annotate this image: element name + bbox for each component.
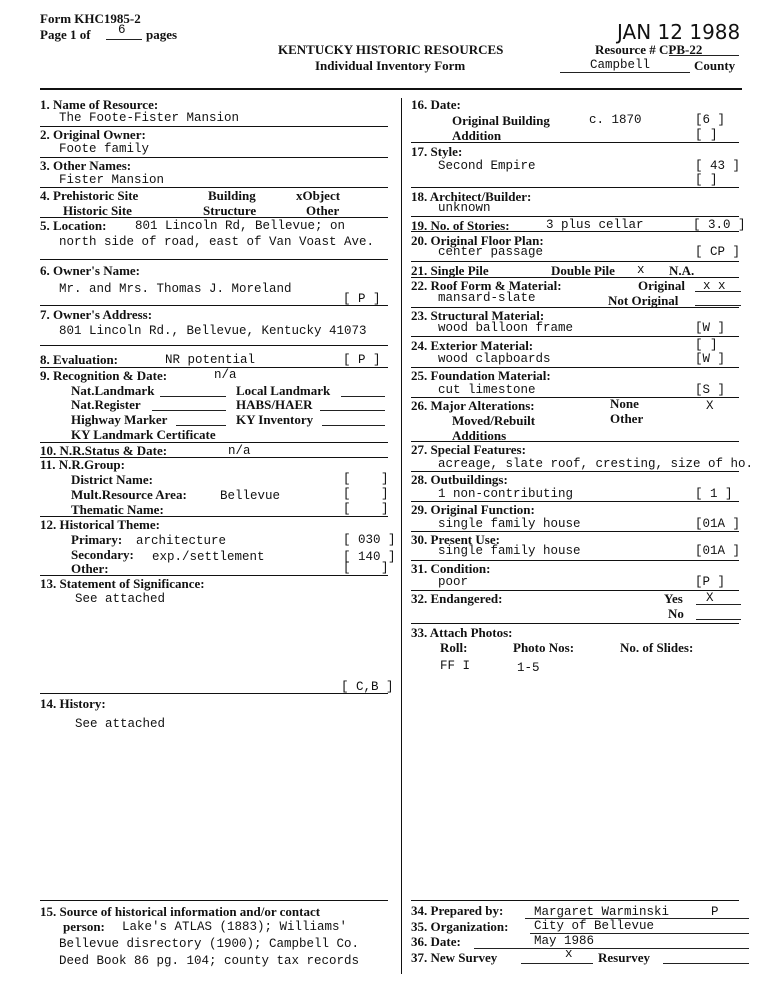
field-31-label: 31. Condition: xyxy=(411,561,491,576)
field-26-moved: Moved/Rebuilt xyxy=(452,413,536,428)
field-11-district: District Name: xyxy=(71,472,153,487)
field-24-code2: [W ] xyxy=(695,352,726,366)
divider xyxy=(40,305,388,306)
field-12-label: 12. Historical Theme: xyxy=(40,517,160,532)
field-8-label: 8. Evaluation: xyxy=(40,352,119,367)
field-13-code: [ C,B ] xyxy=(341,680,394,694)
divider xyxy=(411,231,739,232)
field-33-label: 33. Attach Photos: xyxy=(411,625,513,640)
field-25-code: [S ] xyxy=(695,383,726,397)
field-23-code: [W ] xyxy=(695,321,726,335)
field-9-ky-inventory: KY Inventory xyxy=(236,412,314,427)
bracket: [ xyxy=(343,561,351,575)
field-27-value: acreage, slate roof, cresting, size of ho. xyxy=(438,457,754,471)
divider xyxy=(40,259,388,260)
county-line xyxy=(560,72,690,73)
county-value: Campbell xyxy=(590,58,651,72)
field-35-value: City of Bellevue xyxy=(534,919,655,933)
blank-line xyxy=(341,396,385,397)
header-rule xyxy=(40,88,742,90)
field-34-label: 34. Prepared by: xyxy=(411,903,504,918)
blank-line xyxy=(695,291,741,292)
field-11-mult-value: Bellevue xyxy=(220,489,281,503)
field-4-structure: Structure xyxy=(203,203,257,218)
field-19-code: [ 3.0 ] xyxy=(693,218,746,232)
blank-line xyxy=(474,948,749,949)
field-11-label: 11. N.R.Group: xyxy=(40,457,125,472)
page-prefix: Page 1 of xyxy=(40,27,91,42)
field-16-original-code: [6 ] xyxy=(695,113,726,127)
field-29-code: [01A ] xyxy=(695,517,741,531)
field-10-label: 10. N.R.Status & Date: xyxy=(40,443,168,458)
field-9-ky-landmark: KY Landmark Certificate xyxy=(71,427,216,442)
blank-line xyxy=(696,619,741,620)
field-32-no: No xyxy=(668,606,684,621)
field-31-code: [P ] xyxy=(695,575,726,589)
field-15-value-line1: Lake's ATLAS (1883); Williams' xyxy=(122,920,348,934)
field-16-original: Original Building xyxy=(452,113,550,128)
field-16-addition: Addition xyxy=(452,128,502,143)
form-id: Form KHC1985-2 xyxy=(40,11,141,26)
field-12-secondary-value: exp./settlement xyxy=(152,550,265,564)
field-25-label: 25. Foundation Material: xyxy=(411,368,551,383)
field-14-value: See attached xyxy=(75,717,166,731)
field-4-historic-site: Historic Site xyxy=(63,203,132,218)
bracket: ] xyxy=(381,561,389,575)
field-37-label: 37. New Survey xyxy=(411,950,498,965)
field-8-value: NR potential xyxy=(165,353,256,367)
field-15-label-line1: 15. Source of historical information and/or contact xyxy=(40,904,321,919)
field-33-slides: No. of Slides: xyxy=(620,640,694,655)
field-9-habs: HABS/HAER xyxy=(236,397,313,412)
field-22-not-original: Not Original xyxy=(608,293,679,308)
field-34-value: Margaret Warminski xyxy=(534,905,670,919)
field-33-photo-nos: Photo Nos: xyxy=(513,640,575,655)
field-12-primary-value: architecture xyxy=(136,534,227,548)
field-7-value: 801 Lincoln Rd., Bellevue, Kentucky 41073 xyxy=(59,324,367,338)
field-20-code: [ CP ] xyxy=(695,245,741,259)
field-21-label: 21. Single Pile xyxy=(411,263,489,278)
field-3-value: Fister Mansion xyxy=(59,173,165,187)
field-10-value: n/a xyxy=(228,444,251,458)
field-9-highway-marker: Highway Marker xyxy=(71,412,168,427)
field-19-label: 19. No. of Stories: xyxy=(411,218,510,233)
field-6-code: [ P ] xyxy=(343,292,381,306)
divider xyxy=(411,216,739,217)
field-22-original-marks: x x xyxy=(703,279,726,293)
field-26-none: None xyxy=(610,396,639,411)
resource-number: Resource # CPB-22 xyxy=(595,42,703,57)
field-18-value: unknown xyxy=(438,201,491,215)
resource-line xyxy=(669,55,739,56)
field-4-other: Other xyxy=(306,203,340,218)
field-26-label: 26. Major Alterations: xyxy=(411,398,535,413)
field-11-thematic: Thematic Name: xyxy=(71,502,164,517)
field-15-value-line2: Bellevue disrectory (1900); Campbell Co. xyxy=(59,937,360,951)
blank-line xyxy=(695,305,741,306)
field-17-code2: [ ] xyxy=(695,173,718,187)
field-19-value: 3 plus cellar xyxy=(546,218,644,232)
field-18-label: 18. Architect/Builder: xyxy=(411,189,532,204)
divider xyxy=(411,623,739,624)
field-12-secondary-code: [ 140 ] xyxy=(343,550,396,564)
page-suffix: pages xyxy=(146,27,178,42)
field-1-value: The Foote-Fister Mansion xyxy=(59,111,240,125)
field-24-value: wood clapboards xyxy=(438,352,551,366)
field-30-value: single family house xyxy=(438,544,581,558)
divider xyxy=(411,142,739,143)
field-36-label: 36. Date: xyxy=(411,934,461,949)
field-20-label: 20. Original Floor Plan: xyxy=(411,233,544,248)
blank-line xyxy=(322,425,385,426)
field-9-label: 9. Recognition & Date: xyxy=(40,368,168,383)
blank-line xyxy=(696,604,741,605)
bracket: ] xyxy=(381,502,389,516)
field-15-value-line3: Deed Book 86 pg. 104; county tax records xyxy=(59,954,360,968)
field-12-primary-code: [ 030 ] xyxy=(343,533,396,547)
bracket: [ xyxy=(343,502,351,516)
bracket: ] xyxy=(381,472,389,486)
field-14-label: 14. History: xyxy=(40,696,106,711)
form-subtitle: Individual Inventory Form xyxy=(315,58,466,73)
bracket: ] xyxy=(381,487,389,501)
divider xyxy=(40,693,388,694)
field-4-label: 4. Prehistoric Site xyxy=(40,188,139,203)
field-17-value: Second Empire xyxy=(438,159,536,173)
field-7-label: 7. Owner's Address: xyxy=(40,307,153,322)
divider xyxy=(411,261,739,262)
field-6-label: 6. Owner's Name: xyxy=(40,263,141,278)
blank-line xyxy=(176,425,226,426)
field-30-code: [01A ] xyxy=(695,544,741,558)
field-4-building: Building xyxy=(208,188,256,203)
page-total: 6 xyxy=(118,23,126,37)
field-33-photo-value: 1-5 xyxy=(517,661,540,675)
field-36-value: May 1986 xyxy=(534,934,595,948)
field-22-value: mansard-slate xyxy=(438,291,536,305)
field-25-value: cut limestone xyxy=(438,383,536,397)
field-11-mult-resource: Mult.Resource Area: xyxy=(71,487,187,502)
field-21-double-pile: Double Pile xyxy=(551,263,615,278)
field-32-yes: Yes xyxy=(664,591,683,606)
blank-line xyxy=(160,396,226,397)
field-37-value: x xyxy=(565,947,573,961)
field-5-label: 5. Location: xyxy=(40,218,107,233)
field-28-code: [ 1 ] xyxy=(695,487,733,501)
field-13-label: 13. Statement of Significance: xyxy=(40,576,205,591)
field-32-yes-value: X xyxy=(706,591,714,605)
page-total-line xyxy=(106,39,142,40)
field-9-local-landmark: Local Landmark xyxy=(236,383,331,398)
field-12-other: Other: xyxy=(71,561,109,576)
field-35-label: 35. Organization: xyxy=(411,919,509,934)
field-16-addition-code: [ ] xyxy=(695,128,718,142)
blank-line xyxy=(152,410,226,411)
field-26-none-mark: X xyxy=(706,399,714,413)
bracket: [ xyxy=(343,487,351,501)
field-24-code1: [ ] xyxy=(695,338,718,352)
field-8-code: [ P ] xyxy=(343,353,381,367)
field-27-label: 27. Special Features: xyxy=(411,442,526,457)
blank-line xyxy=(663,963,749,964)
field-6-value: Mr. and Mrs. Thomas J. Moreland xyxy=(59,282,292,296)
field-33-roll: Roll: xyxy=(440,640,468,655)
field-28-label: 28. Outbuildings: xyxy=(411,472,508,487)
field-5-value-line1: 801 Lincoln Rd, Bellevue; on xyxy=(135,219,346,233)
field-33-roll-value: FF I xyxy=(440,659,471,673)
field-30-label: 30. Present Use: xyxy=(411,532,500,547)
field-34-code: P xyxy=(711,905,719,919)
divider xyxy=(40,345,388,346)
field-24-label: 24. Exterior Material: xyxy=(411,338,534,353)
bracket: [ xyxy=(343,472,351,486)
divider xyxy=(411,336,739,337)
field-16-label: 16. Date: xyxy=(411,97,461,112)
field-29-label: 29. Original Function: xyxy=(411,502,535,517)
field-23-label: 23. Structural Material: xyxy=(411,308,545,323)
blank-line xyxy=(521,963,593,964)
field-26-additions: Additions xyxy=(452,428,507,443)
column-divider xyxy=(401,98,402,974)
divider xyxy=(411,187,739,188)
field-31-value: poor xyxy=(438,575,469,589)
field-23-value: wood balloon frame xyxy=(438,321,574,335)
field-21-mark: x xyxy=(637,263,645,277)
divider xyxy=(40,900,388,901)
form-title: KENTUCKY HISTORIC RESOURCES xyxy=(278,42,504,57)
field-16-original-value: c. 1870 xyxy=(589,113,642,127)
field-3-label: 3. Other Names: xyxy=(40,158,132,173)
field-20-value: center passage xyxy=(438,245,544,259)
field-15-label-line2: person: xyxy=(63,919,105,934)
field-4-object: xObject xyxy=(296,188,341,203)
field-2-label: 2. Original Owner: xyxy=(40,127,146,142)
field-12-secondary: Secondary: xyxy=(71,547,134,562)
field-26-other: Other xyxy=(610,411,644,426)
field-12-primary: Primary: xyxy=(71,532,123,547)
field-9-value: n/a xyxy=(214,368,237,382)
field-5-value-line2: north side of road, east of Van Voast Ave. xyxy=(59,235,375,249)
field-1-label: 1. Name of Resource: xyxy=(40,97,159,112)
field-13-value: See attached xyxy=(75,592,166,606)
field-29-value: single family house xyxy=(438,517,581,531)
field-21-na: N.A. xyxy=(669,263,695,278)
date-stamp: JAN 12 1988 xyxy=(617,20,741,44)
blank-line xyxy=(320,410,385,411)
field-32-label: 32. Endangered: xyxy=(411,591,503,606)
field-17-code: [ 43 ] xyxy=(695,159,741,173)
field-22-label: 22. Roof Form & Material: xyxy=(411,278,562,293)
county-label: County xyxy=(694,58,736,73)
field-2-value: Foote family xyxy=(59,142,150,156)
field-28-value: 1 non-contributing xyxy=(438,487,574,501)
field-9-nat-landmark: Nat.Landmark xyxy=(71,383,155,398)
field-17-label: 17. Style: xyxy=(411,144,463,159)
divider xyxy=(411,900,739,901)
field-22-original: Original xyxy=(638,278,685,293)
field-37-resurvey: Resurvey xyxy=(598,950,650,965)
field-9-nat-register: Nat.Register xyxy=(71,397,141,412)
